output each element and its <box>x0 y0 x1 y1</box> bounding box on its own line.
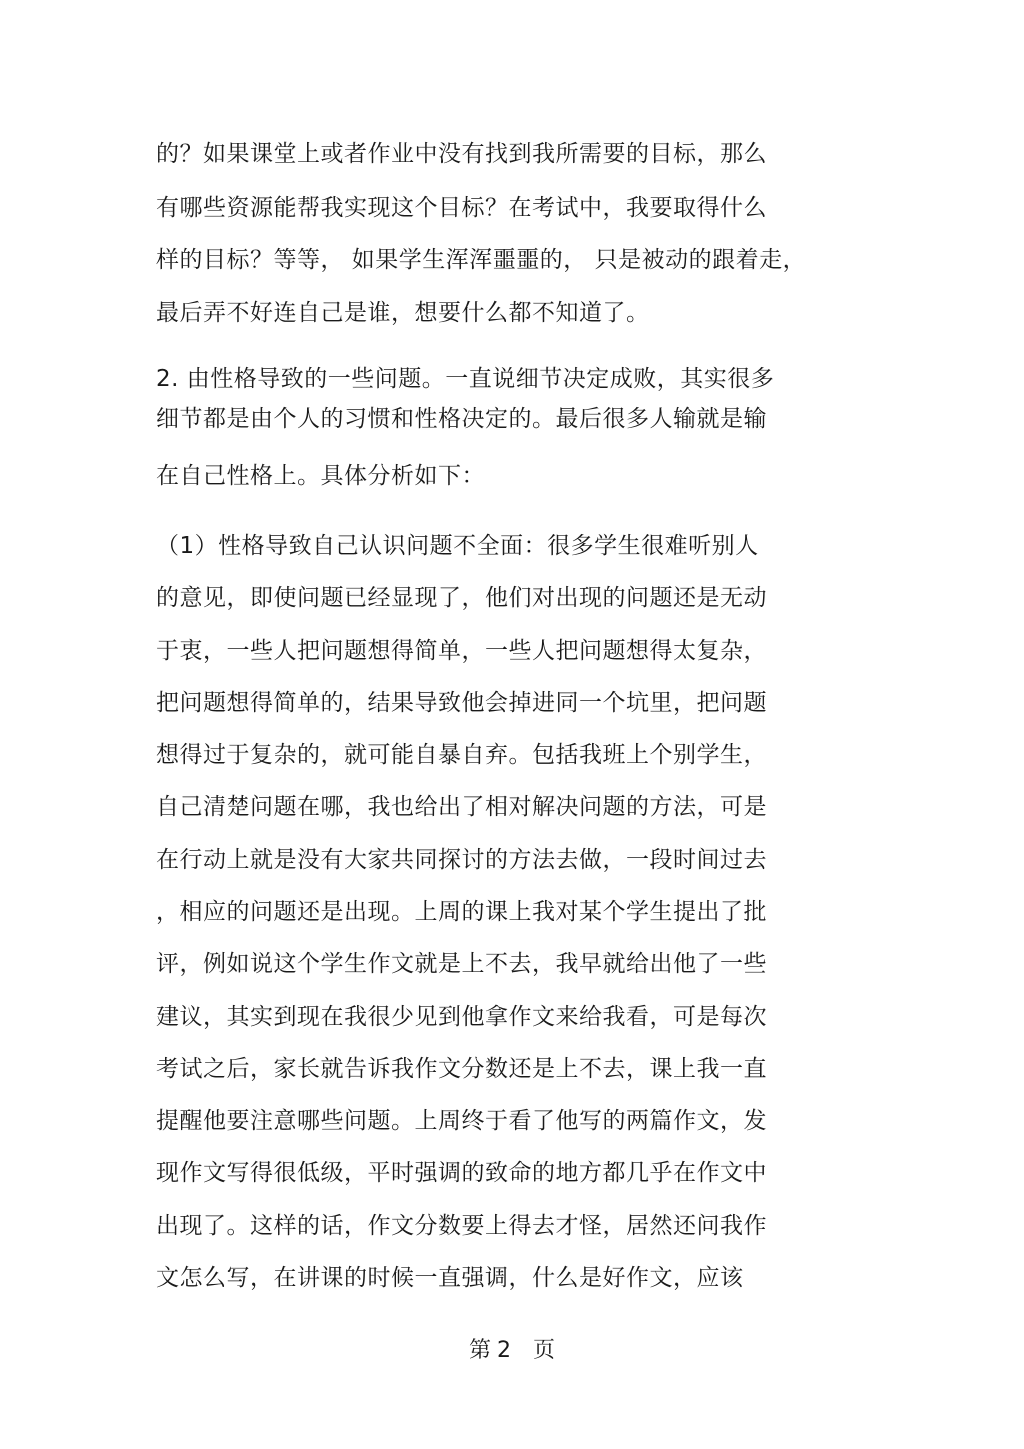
text-line-4: 最后弄不好连自己是谁，想要什么都不知道了。 <box>156 300 650 326</box>
page-footer <box>0 1336 1024 1366</box>
text-line-20: 现作文写得很低级，平时强调的致命的地方都几乎在作文中 <box>156 1160 767 1186</box>
page-suffix: 页 <box>533 1338 556 1363</box>
text-line-3: 样的目标？等等， 如果学生浑浑噩噩的， 只是被动的跟着走， <box>156 247 807 273</box>
text-line-6: 细节都是由个人的习惯和性格决定的。最后很多人输就是输 <box>156 406 767 432</box>
text-line-16: 评，例如说这个学生作文就是上不去，我早就给出他了一些 <box>156 951 767 977</box>
page-number: 2 <box>497 1338 511 1363</box>
text-line-8: （1）性格导致自己认识问题不全面：很多学生很难听别人 <box>156 533 759 559</box>
text-line-1: 的？如果课堂上或者作业中没有找到我所需要的目标，那么 <box>156 141 767 167</box>
text-line-12: 想得过于复杂的，就可能自暴自弃。包括我班上个别学生， <box>156 742 767 768</box>
text-line-19: 提醒他要注意哪些问题。上周终于看了他写的两篇作文，发 <box>156 1108 767 1134</box>
text-line-10: 于衷，一些人把问题想得简单，一些人把问题想得太复杂， <box>156 638 767 664</box>
page-prefix: 第 <box>468 1338 491 1363</box>
text-line-15: ，相应的问题还是出现。上周的课上我对某个学生提出了批 <box>156 899 767 925</box>
text-line-2: 有哪些资源能帮我实现这个目标？在考试中，我要取得什么 <box>156 195 767 221</box>
text-line-17: 建议，其实到现在我很少见到他拿作文来给我看，可是每次 <box>156 1004 767 1030</box>
text-line-9: 的意见，即使问题已经显现了，他们对出现的问题还是无动 <box>156 585 767 611</box>
text-line-14: 在行动上就是没有大家共同探讨的方法去做，一段时间过去 <box>156 847 767 873</box>
text-line-13: 自己清楚问题在哪，我也给出了相对解决问题的方法，可是 <box>156 794 767 820</box>
text-line-11: 把问题想得简单的，结果导致他会掉进同一个坑里，把问题 <box>156 690 767 716</box>
text-line-18: 考试之后，家长就告诉我作文分数还是上不去，课上我一直 <box>156 1056 767 1082</box>
text-line-22: 文怎么写，在讲课的时候一直强调，什么是好作文，应该 <box>156 1265 744 1291</box>
text-line-5: 2. 由性格导致的一些问题。一直说细节决定成败，其实很多 <box>156 366 775 392</box>
text-line-21: 出现了。这样的话，作文分数要上得去才怪，居然还问我作 <box>156 1213 767 1239</box>
text-line-7: 在自己性格上。具体分析如下： <box>156 463 485 489</box>
